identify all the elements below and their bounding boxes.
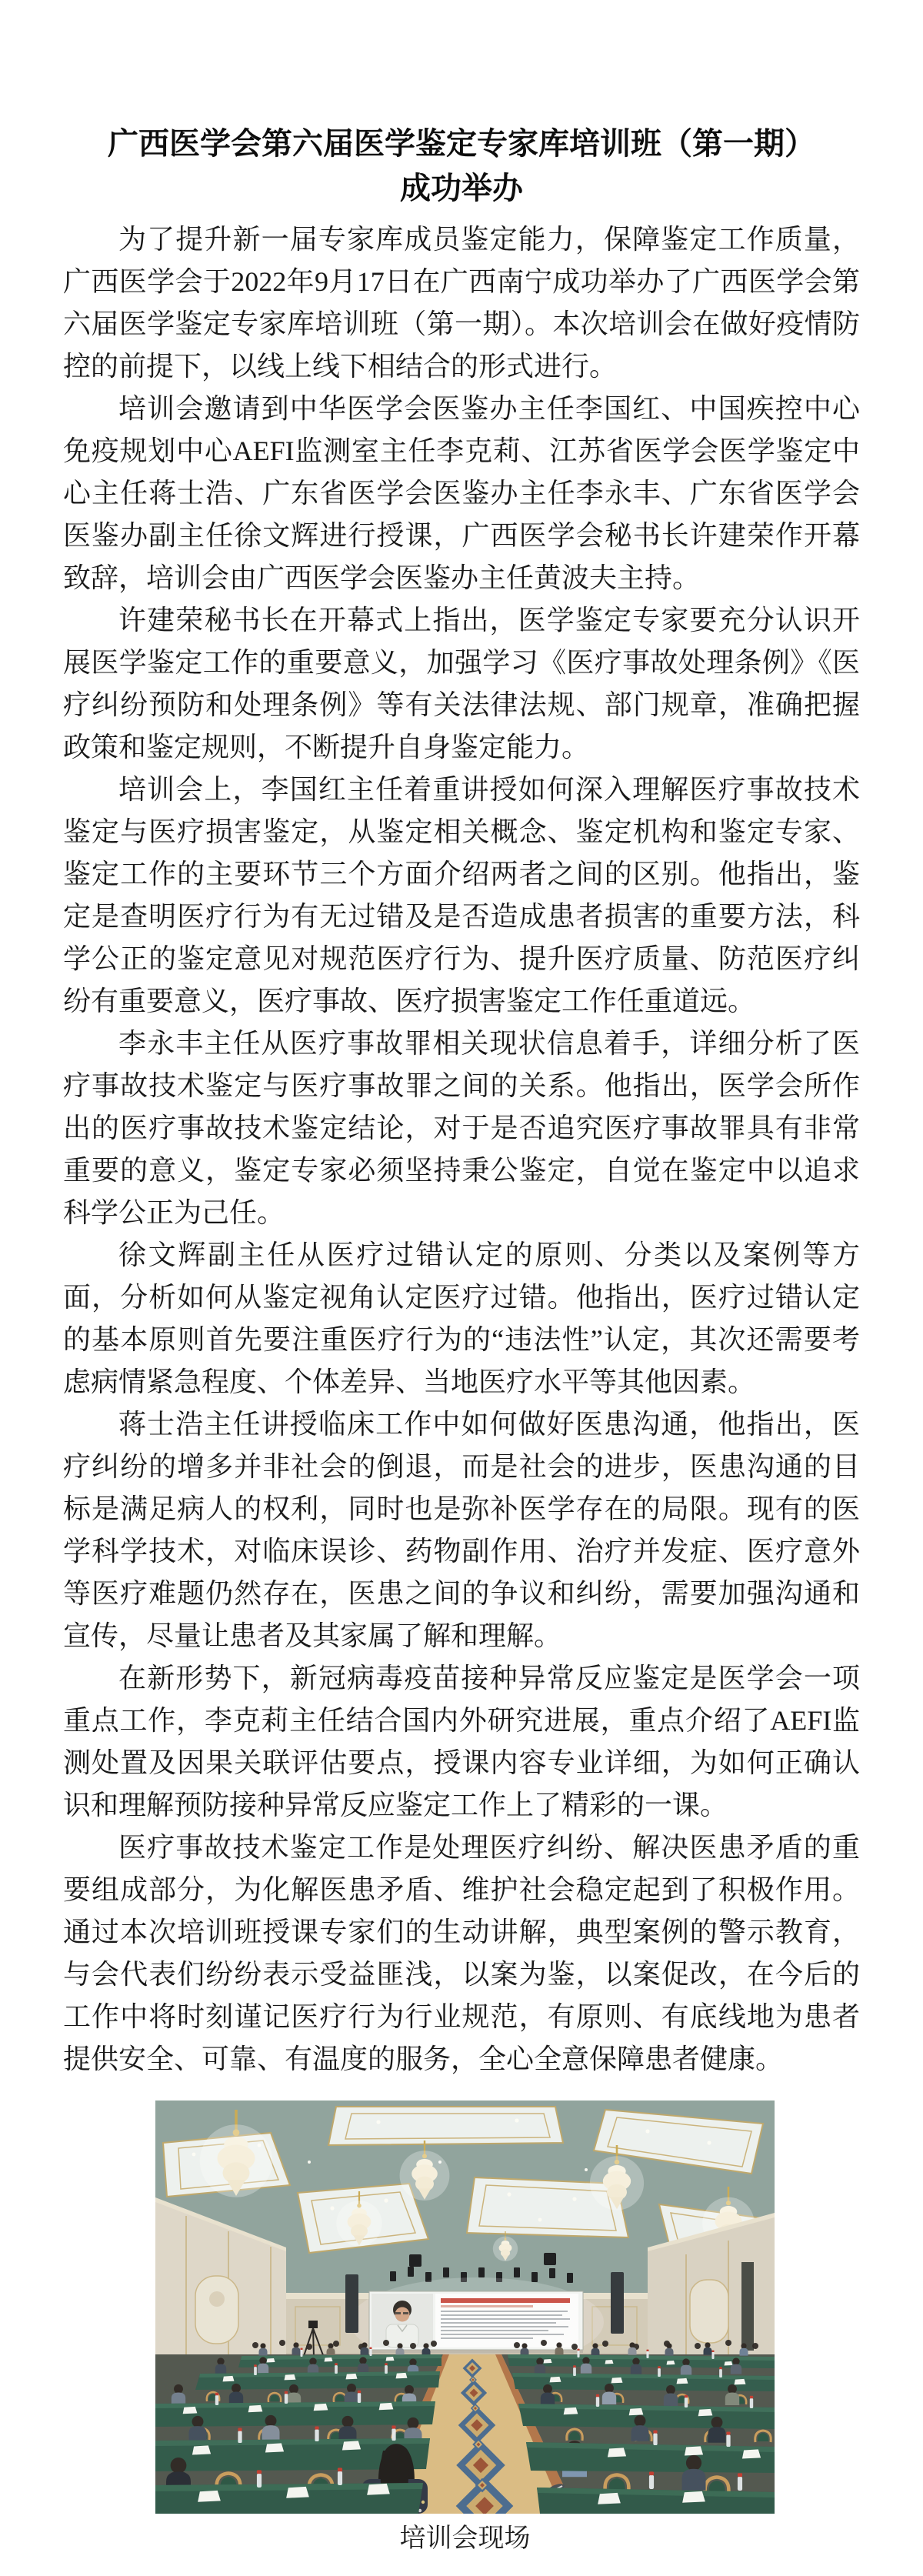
title-line-1: 广西医学会第六届医学鉴定专家库培训班（第一期） bbox=[108, 126, 815, 161]
paragraph-2: 培训会邀请到中华医学会医鉴办主任李国红、中国疾控中心免疫规划中心AEFI监测室主任李克莉、江苏省医学会医学鉴定中心主任蒋士浩、广东省医学会医鉴办主任李永丰、广东省医学会医鉴办副主任徐文辉进行授课，广西医学会秘书长许建荣作开幕致辞，培训会由广西医学会医鉴办主任黄波夫主持。 bbox=[63, 393, 860, 593]
title-line-2: 成功举办 bbox=[400, 171, 523, 205]
paragraph-3: 许建荣秘书长在开幕式上指出，医学鉴定专家要充分认识开展医学鉴定工作的重要意义，加强学习《医疗事故处理条例》《医疗纠纷预防和处理条例》等有关法律法规、部门规章，准确把握政策和鉴定规则，不断提升自身鉴定能力。 bbox=[63, 605, 860, 762]
page-title bbox=[63, 122, 860, 211]
paragraph-7: 蒋士浩主任讲授临床工作中如何做好医患沟通，他指出，医疗纠纷的增多并非社会的倒退，而是社会的进步，医患沟通的目标是满足病人的权利，同时也是弥补医学存在的局限。现有的医学科学技术，对临床误诊、药物副作用、治疗并发症、医疗意外等医疗难题仍然存在，医患之间的争议和纠纷，需要加强沟通和宣传，尽量让患者及其家属了解和理解。 bbox=[63, 1409, 860, 1651]
training-session-photo bbox=[155, 2101, 775, 2514]
event-photo-figure bbox=[155, 2101, 775, 2554]
paragraph-1: 为了提升新一届专家库成员鉴定能力，保障鉴定工作质量，广西医学会于2022年9月17日在广西南宁成功举办了广西医学会第六届医学鉴定专家库培训班（第一期）。本次培训会在做好疫情防控的前提下，以线上线下相结合的形式进行。 bbox=[63, 224, 860, 382]
photo-caption: 培训会现场 bbox=[399, 2524, 531, 2553]
paragraph-9: 医疗事故技术鉴定工作是处理医疗纠纷、解决医患矛盾的重要组成部分，为化解医患矛盾、维护社会稳定起到了积极作用。通过本次培训班授课专家们的生动讲解，典型案例的警示教育，与会代表们纷纷表示受益匪浅，以案为鉴，以案促改，在今后的工作中将时刻谨记医疗行为行业规范，有原则、有底线地为患者提供安全、可靠、有温度的服务，全心全意保障患者健康。 bbox=[63, 1832, 860, 2074]
article-body bbox=[63, 219, 860, 2080]
paragraph-4: 培训会上，李国红主任着重讲授如何深入理解医疗事故技术鉴定与医疗损害鉴定，从鉴定相关概念、鉴定机构和鉴定专家、鉴定工作的主要环节三个方面介绍两者之间的区别。他指出，鉴定是查明医疗行为有无过错及是否造成患者损害的重要方法，科学公正的鉴定意见对规范医疗行为、提升医疗质量、防范医疗纠纷有重要意义，医疗事故、医疗损害鉴定工作任重道远。 bbox=[63, 774, 860, 1016]
paragraph-5: 李永丰主任从医疗事故罪相关现状信息着手，详细分析了医疗事故技术鉴定与医疗事故罪之间的关系。他指出，医学会所作出的医疗事故技术鉴定结论，对于是否追究医疗事故罪具有非常重要的意义，鉴定专家必须坚持秉公鉴定，自觉在鉴定中以追求科学公正为己任。 bbox=[63, 1028, 860, 1228]
paragraph-6: 徐文辉副主任从医疗过错认定的原则、分类以及案例等方面，分析如何从鉴定视角认定医疗过错。他指出，医疗过错认定的基本原则首先要注重医疗行为的“违法性”认定，其次还需要考虑病情紧急程度、个体差异、当地医疗水平等其他因素。 bbox=[63, 1240, 860, 1397]
paragraph-8: 在新形势下，新冠病毒疫苗接种异常反应鉴定是医学会一项重点工作，李克莉主任结合国内外研究进展，重点介绍了AEFI监测处置及因果关联评估要点，授课内容专业详细，为如何正确认识和理解预防接种异常反应鉴定工作上了精彩的一课。 bbox=[63, 1663, 860, 1820]
